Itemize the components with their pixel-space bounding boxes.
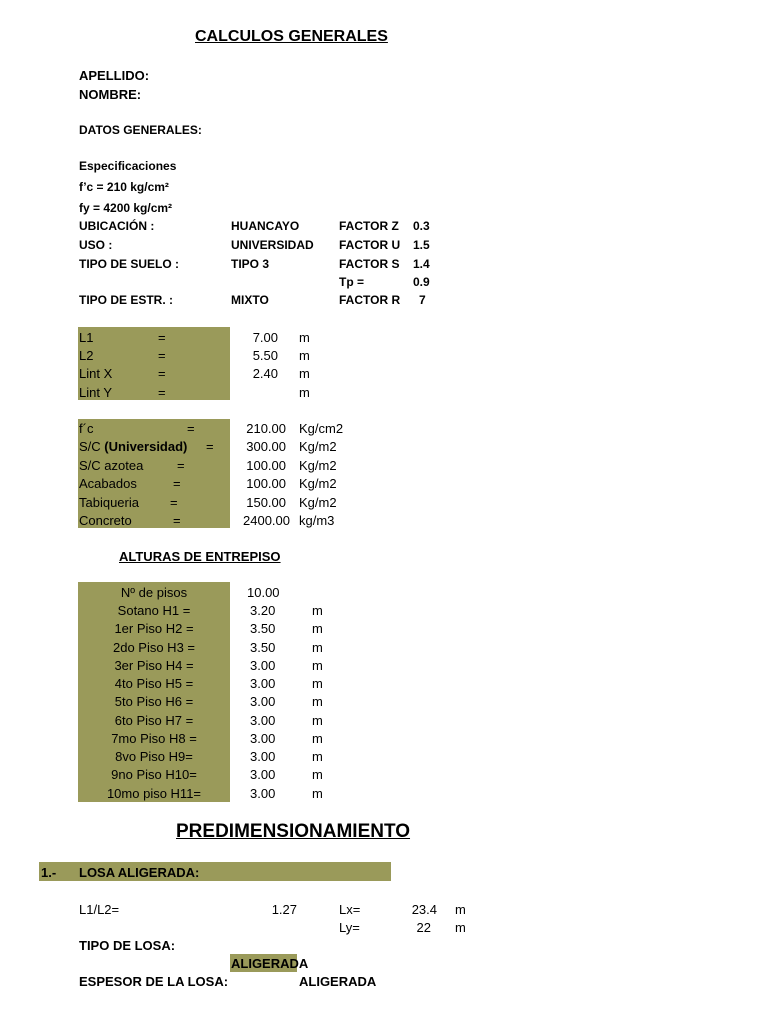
height-label: 10mo piso H11= (106, 786, 202, 801)
load-eq-azotea: = (177, 458, 185, 473)
uso-label: USO : (79, 238, 113, 252)
height-label: 9no Piso H10= (111, 767, 197, 782)
height-value: 3.00 (250, 749, 276, 764)
load-value-concreto: 2400.00 (243, 513, 290, 528)
height-value: 3.00 (250, 658, 276, 673)
dim-unit-lintx: m (299, 366, 310, 381)
load-value-tabiqueria: 150.00 (246, 495, 286, 510)
lx-unit: m (455, 902, 466, 917)
load-unit-azotea: Kg/m2 (299, 458, 337, 473)
height-value: 3.00 (250, 767, 276, 782)
page-title: CALCULOS GENERALES (195, 28, 388, 45)
height-value: 3.50 (250, 621, 276, 636)
load-label-concreto: Concreto (79, 513, 132, 528)
load-unit-acabados: Kg/m2 (299, 476, 337, 491)
datos-generales-label: DATOS GENERALES: (79, 123, 202, 137)
height-value: 3.00 (250, 786, 276, 801)
dim-value-lintx: 2.40 (252, 366, 278, 381)
height-value: 3.00 (250, 713, 276, 728)
load-label-fc: f´c (79, 421, 94, 436)
nombre-label: NOMBRE: (79, 87, 142, 102)
factor-u-value: 1.5 (413, 238, 430, 252)
fc-spec: f’c = 210 kg/cm² (79, 180, 169, 194)
estr-label: TIPO DE ESTR. : (79, 293, 174, 307)
loads-highlight (78, 419, 230, 528)
dim-unit-l2: m (299, 348, 310, 363)
estr-value: MIXTO (231, 293, 269, 307)
dim-value-l2: 5.50 (252, 348, 278, 363)
height-unit: m (312, 676, 323, 691)
height-unit: m (312, 694, 323, 709)
dim-label-linty: Lint Y (79, 385, 113, 400)
height-unit: m (312, 786, 323, 801)
load-unit-sc: Kg/m2 (299, 439, 337, 454)
dim-eq-l2: = (158, 348, 166, 363)
load-value-fc: 210.00 (246, 421, 286, 436)
suelo-value: TIPO 3 (231, 257, 270, 271)
dim-unit-linty: m (299, 385, 310, 400)
alturas-title: ALTURAS DE ENTREPISO (119, 549, 281, 564)
dim-label-lintx: Lint X (79, 366, 113, 381)
height-label: 1er Piso H2 = (114, 621, 194, 636)
height-value: 3.00 (250, 731, 276, 746)
fy-spec: fy = 4200 kg/cm² (79, 201, 173, 215)
height-value: 3.50 (250, 640, 276, 655)
height-unit: m (312, 640, 323, 655)
factor-u-label: FACTOR U (339, 238, 401, 252)
ly-value: 22 (416, 920, 431, 935)
height-label: 5to Piso H6 = (114, 694, 194, 709)
ratio-value: 1.27 (271, 902, 297, 917)
ly-label: Ly= (339, 920, 360, 935)
load-eq-sc: = (206, 439, 214, 454)
height-label: Sotano H1 = (117, 603, 191, 618)
dim-unit-l1: m (299, 330, 310, 345)
ly-unit: m (455, 920, 466, 935)
losa-title: LOSA ALIGERADA: (79, 865, 200, 880)
apellido-label: APELLIDO: (79, 68, 150, 83)
losa-number: 1.- (41, 865, 57, 880)
height-label: 6to Piso H7 = (114, 713, 194, 728)
load-label-sc-prefix: S/C (79, 439, 105, 454)
dim-label-l2: L2 (79, 348, 94, 363)
tipo-losa-value (231, 956, 308, 971)
load-value-sc: 300.00 (246, 439, 286, 454)
height-value: 3.20 (250, 603, 276, 618)
height-label: 3er Piso H4 = (114, 658, 194, 673)
dim-label-l1: L1 (79, 330, 94, 345)
factor-r-value: 7 (419, 293, 426, 307)
lx-value: 23.4 (411, 902, 437, 917)
height-label: 8vo Piso H9= (115, 749, 193, 764)
height-label: 7mo Piso H8 = (111, 731, 197, 746)
height-value: 3.00 (250, 694, 276, 709)
height-unit: m (312, 749, 323, 764)
height-unit: m (312, 658, 323, 673)
predim-title: PREDIMENSIONAMIENTO (176, 821, 411, 842)
load-unit-concreto: kg/m3 (299, 513, 335, 528)
load-label-sc-bold: (Universidad) (104, 439, 188, 454)
height-unit: m (312, 767, 323, 782)
height-unit: m (312, 713, 323, 728)
height-label: 2do Piso H3 = (112, 640, 196, 655)
tipo-losa-value-rest: DA (289, 956, 309, 971)
factor-z-label: FACTOR Z (339, 219, 399, 233)
lx-label: Lx= (339, 902, 361, 917)
factor-s-value: 1.4 (413, 257, 430, 271)
suelo-label: TIPO DE SUELO : (79, 257, 180, 271)
height-unit: m (312, 621, 323, 636)
dim-eq-lintx: = (158, 366, 166, 381)
tp-label: Tp = (339, 275, 365, 289)
factor-r-label: FACTOR R (339, 293, 401, 307)
height-value: 3.00 (250, 676, 276, 691)
dim-eq-linty: = (158, 385, 166, 400)
load-unit-fc: Kg/cm2 (299, 421, 344, 436)
tipo-losa-label: TIPO DE LOSA: (79, 938, 176, 953)
load-eq-concreto: = (173, 513, 181, 528)
ubicacion-value: HUANCAYO (231, 219, 300, 233)
load-eq-fc: = (187, 421, 195, 436)
dim-value-l1: 7.00 (252, 330, 278, 345)
load-label-sc-universidad (79, 439, 187, 454)
uso-value: UNIVERSIDAD (231, 238, 314, 252)
load-value-acabados: 100.00 (246, 476, 286, 491)
load-eq-tabiqueria: = (170, 495, 178, 510)
tipo-losa-value-highlighted: ALIGERA (231, 956, 290, 971)
ratio-label: L1/L2= (79, 902, 120, 917)
load-label-azotea: S/C azotea (79, 458, 144, 473)
height-label: 4to Piso H5 = (114, 676, 194, 691)
load-value-azotea: 100.00 (246, 458, 286, 473)
espesor-label: ESPESOR DE LA LOSA: (79, 974, 229, 989)
height-unit: m (312, 603, 323, 618)
load-label-acabados: Acabados (79, 476, 137, 491)
factor-z-value: 0.3 (413, 219, 430, 233)
especificaciones-label: Especificaciones (79, 159, 177, 173)
pisos-label: Nº de pisos (120, 585, 188, 600)
espesor-value: ALIGERADA (299, 974, 377, 989)
ubicacion-label: UBICACIÓN : (79, 219, 155, 233)
height-unit: m (312, 731, 323, 746)
factor-s-label: FACTOR S (339, 257, 400, 271)
dim-eq-l1: = (158, 330, 166, 345)
load-label-tabiqueria: Tabiqueria (79, 495, 139, 510)
pisos-value: 10.00 (247, 585, 280, 600)
load-unit-tabiqueria: Kg/m2 (299, 495, 337, 510)
load-eq-acabados: = (173, 476, 181, 491)
tp-value: 0.9 (413, 275, 430, 289)
